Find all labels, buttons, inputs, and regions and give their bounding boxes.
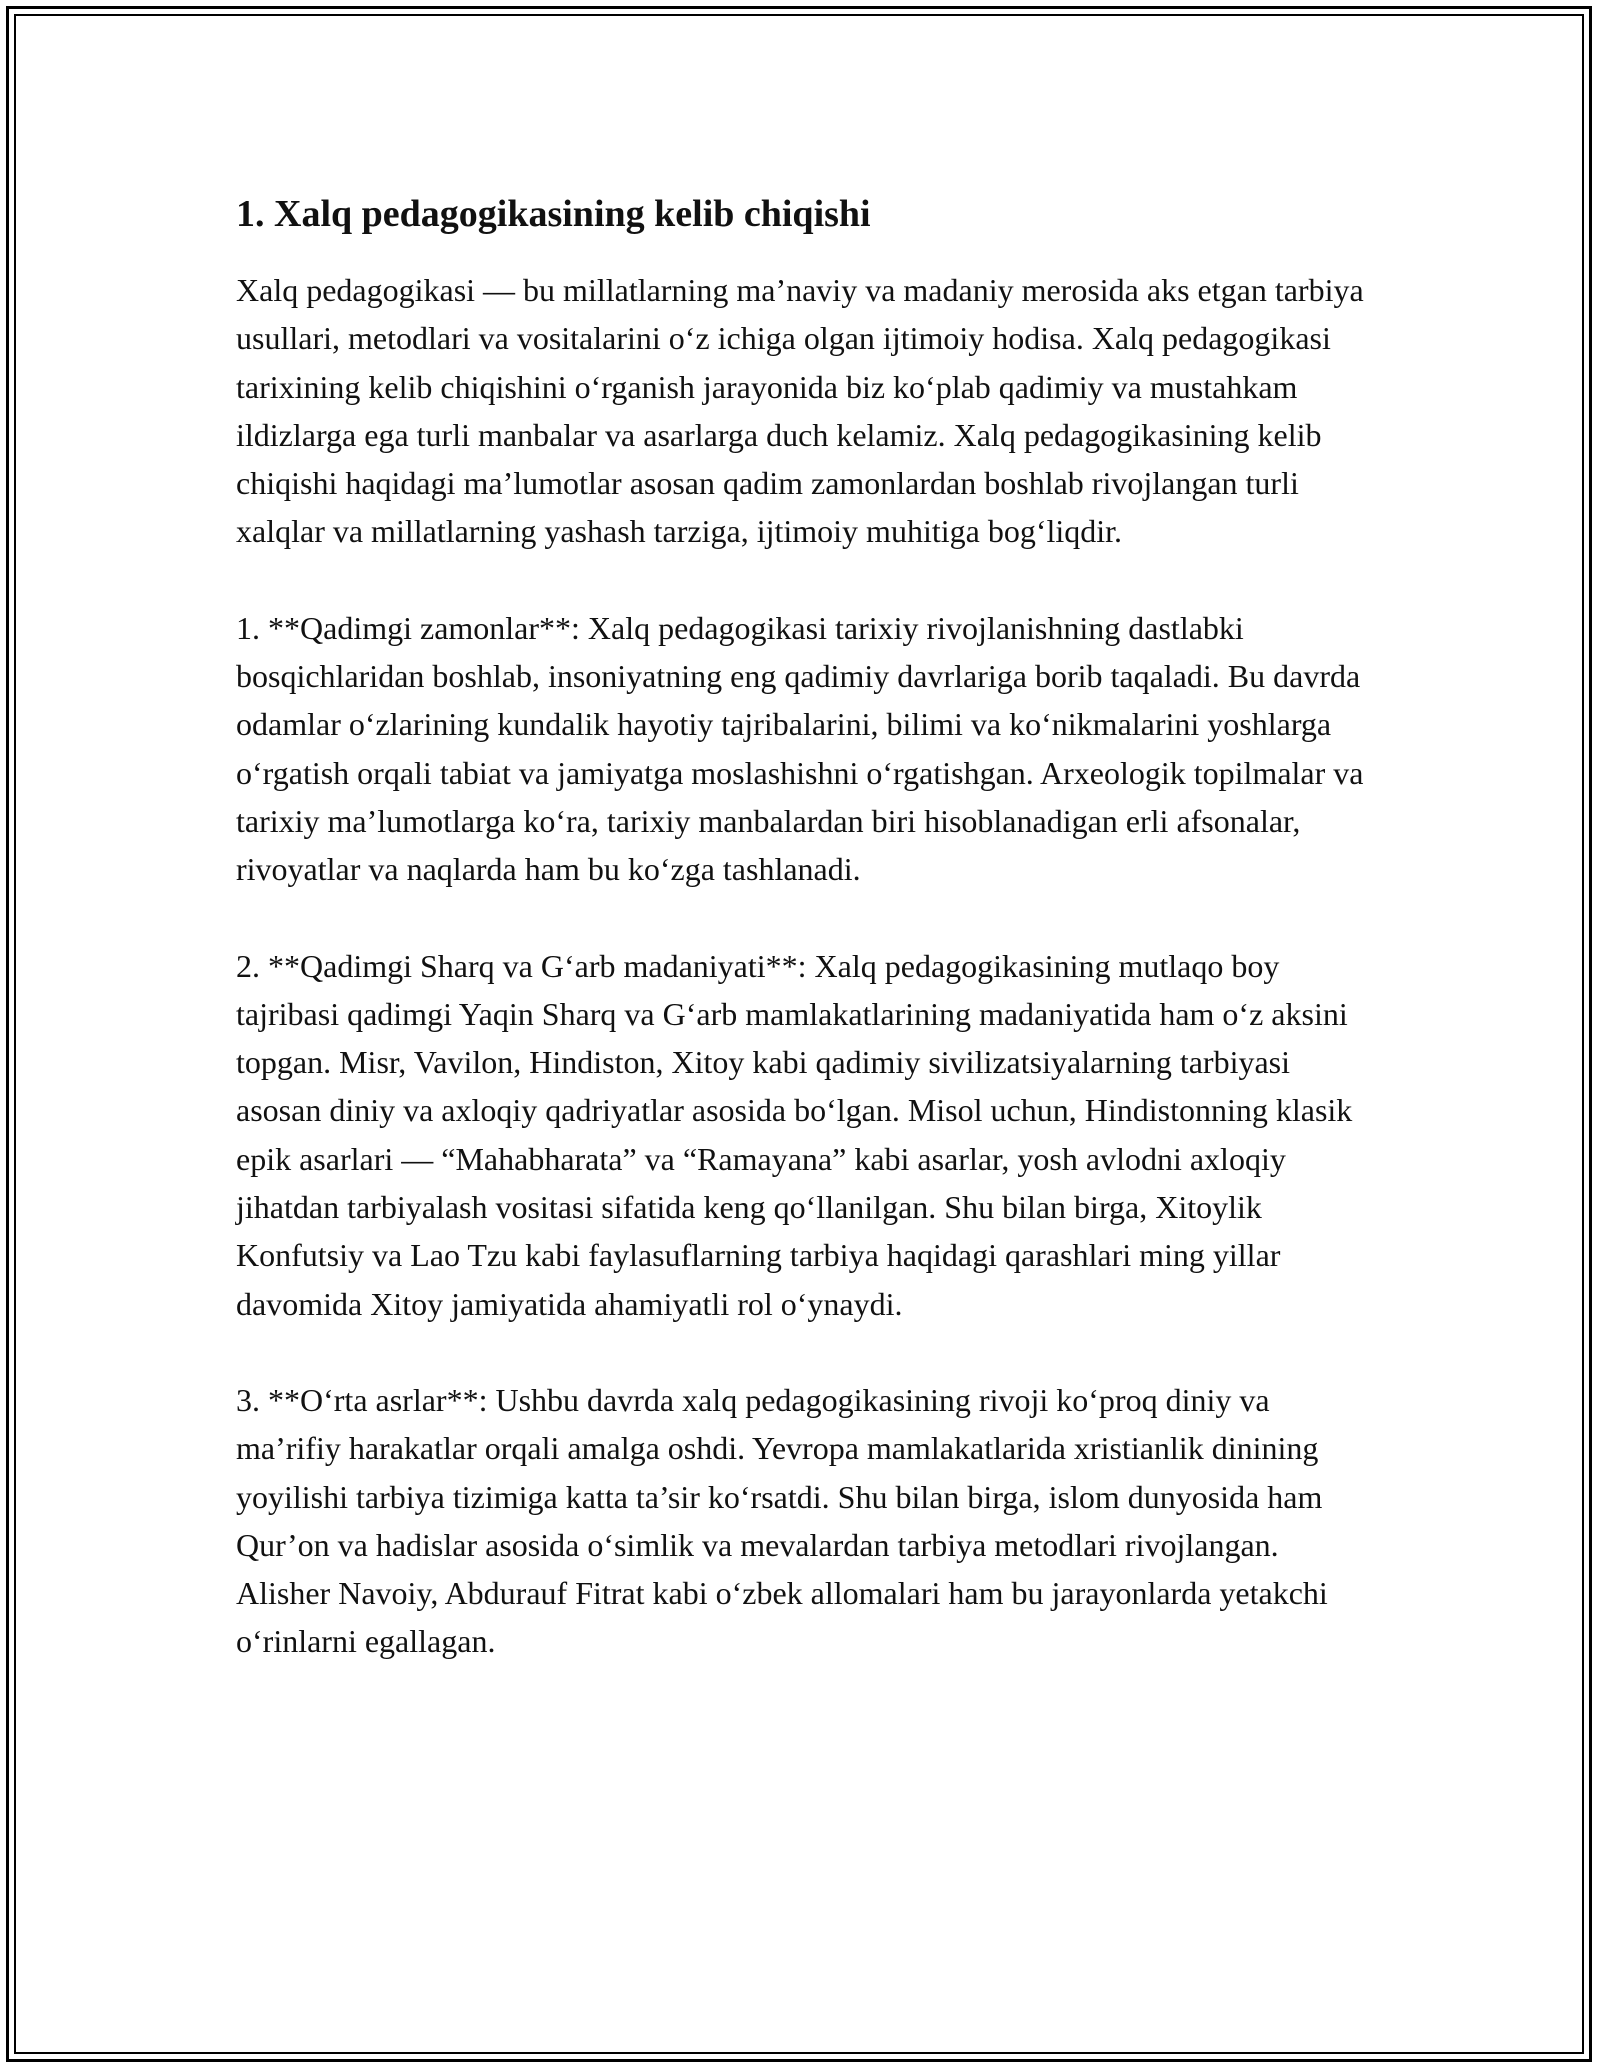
- paragraph-ancient-times: 1. **Qadimgi zamonlar**: Xalq pedagogikasi tarixiy rivojlanishning dastlabki bosqichlaridan boshlab, insoniyatning eng qadimiy davrlariga borib taqaladi. Bu davrda odamlar o‘zlarining kundalik hayotiy tajribalarini, bilimi va ko‘nikmalarini yoshlarga o‘rgatish orqali tabiat va jamiyatga moslashishni o‘rgatishgan. Arxeologik topilmalar va tarixiy ma’lumotlarga ko‘ra, tarixiy manbalardan biri hisoblanadigan erli afsonalar, rivoyatlar va naqlarda ham bu ko‘zga tashlanadi.: [236, 609, 1364, 888]
- paragraph-middle-ages: 3. **O‘rta asrlar**: Ushbu davrda xalq pedagogikasining rivoji ko‘proq diniy va ma’rifiy harakatlar orqali amalga oshdi. Yevropa mamlakatlarida xristianlik dinining yoyilishi tarbiya tizimiga katta ta’sir ko‘rsatdi. Shu bilan birga, islom dunyosida ham Qur’on va hadislar asosida o‘simlik va mevalardan tarbiya metodlari rivojlangan. Alisher Navoiy, Abdurauf Fitrat kabi o‘zbek allomalari ham bu jarayonlarda yetakchi o‘rinlarni egallagan.: [236, 1381, 1328, 1660]
- document-body: [236, 190, 1376, 1714]
- paragraph-east-west-culture: 2. **Qadimgi Sharq va G‘arb madaniyati**: Xalq pedagogikasining mutlaqo boy tajribasi qadimgi Yaqin Sharq va G‘arb mamlakatlarining madaniyatida ham o‘z aksini topgan. Misr, Vavilon, Hindiston, Xitoy kabi qadimiy sivilizatsiyalarning tarbiyasi asosan diniy va axloqiy qadriyatlar asosida bo‘lgan. Misol uchun, Hindistonning klasik epik asarlari — “Mahabharata” va “Ramayana” kabi asarlar, yosh avlodni axloqiy jihatdan tarbiyalash vositasi sifatida keng qo‘llanilgan. Shu bilan birga, Xitoylik Konfutsiy va Lao Tzu kabi faylasuflarning tarbiya haqidagi qarashlari ming yillar davomida Xitoy jamiyatida ahamiyatli rol o‘ynaydi.: [236, 947, 1353, 1322]
- page-title: 1. Xalq pedagogikasining kelib chiqishi: [236, 193, 871, 235]
- intro-paragraph: Xalq pedagogikasi — bu millatlarning ma’naviy va madaniy merosida aks etgan tarbiya usullari, metodlari va vositalarini o‘z ichiga olgan ijtimoiy hodisa. Xalq pedagogikasi tarixining kelib chiqishini o‘rganish jarayonida biz ko‘plab qadimiy va mustahkam ildizlarga ega turli manbalar va asarlarga duch kelamiz. Xalq pedagogikasining kelib chiqishi haqidagi ma’lumotlar asosan qadim zamonlardan boshlab rivojlangan turli xalqlar va millatlarning yashash tarziga, ijtimoiy muhitiga bog‘liqdir.: [236, 272, 1364, 550]
